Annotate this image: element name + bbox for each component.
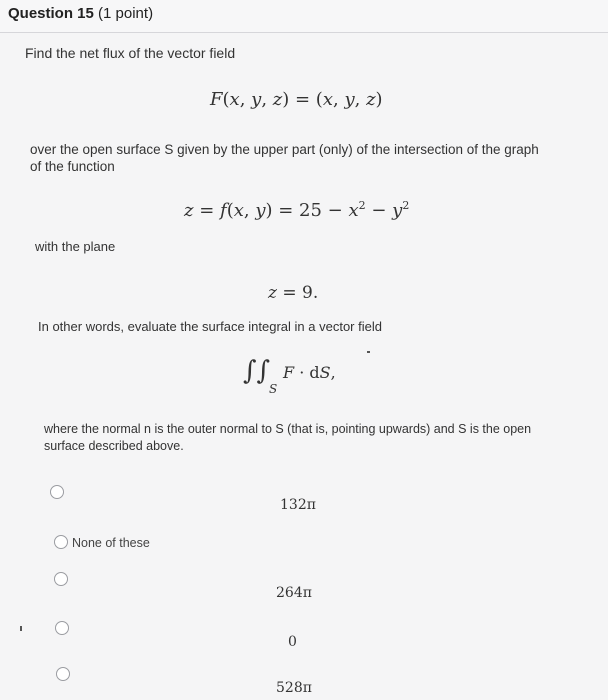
surface-integral: ∫∫ S [243,356,278,396]
question-body [0,33,608,700]
option-radio-2[interactable] [54,535,68,549]
option-radio-3[interactable] [54,572,68,586]
vector-field-equation: F(x, y, z) = (x, y, z) [210,89,383,110]
question-title [8,5,153,22]
stray-mark [367,351,370,353]
question-header [0,0,608,33]
plane-equation: z = 9. [268,283,319,303]
question-number: Question 15 [8,5,94,22]
option-label-2: None of these [72,536,150,550]
option-label-5: 528π [276,680,312,696]
over-surface-text: over the open surface S given by the upper part (only) of the intersection of the graph of the function [30,142,539,174]
with-plane-text: with the plane [35,239,116,254]
option-label-1: 132π [280,497,316,513]
scroll-marker [20,626,22,631]
normal-description: where the normal n is the outer normal to S (that is, pointing upwards) and S is the open surface described above. [44,422,532,453]
option-radio-1[interactable] [50,485,64,499]
question-points: (1 point) [98,5,154,22]
intro-text: Find the net flux of the vector field [25,45,236,61]
option-label-4: 0 [288,634,297,650]
function-equation: z = f(x, $y) = 25 - x^2 - y^2$ [184,199,410,221]
option-radio-5[interactable] [56,667,70,681]
option-label-3: 264π [276,585,312,601]
option-radio-4[interactable] [55,621,69,635]
integrand: F · dS, [283,363,336,382]
other-words-text: In other words, evaluate the surface integral in a vector field [38,319,382,334]
